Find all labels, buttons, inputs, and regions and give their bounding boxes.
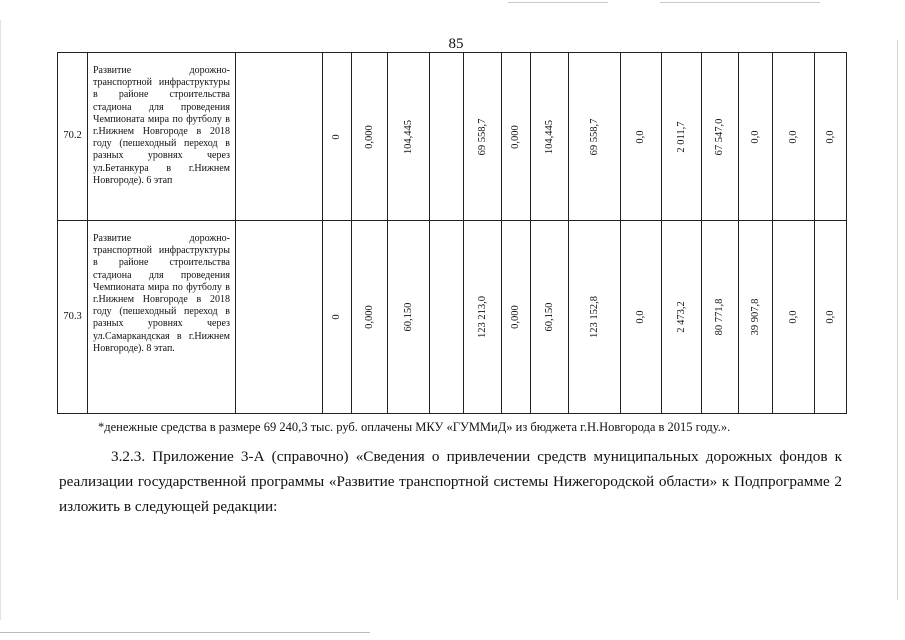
empty-cell: [236, 221, 323, 414]
value-cell: 0,000: [502, 53, 531, 221]
scan-artifact-line: [660, 2, 820, 3]
value-cell: 69 558,7: [569, 53, 621, 221]
value-cell: 0,000: [502, 221, 531, 414]
empty-cell: [236, 53, 323, 221]
table-footnote: *денежные средства в размере 69 240,3 тыс. руб. оплачены МКУ «ГУММиД» из бюджета г.Н.Новгорода в 2015 году.».: [98, 420, 731, 434]
row-description: Развитие дорожно-транспортной инфраструктуры в районе строительства стадиона для проведения Чемпионата мира по футболу в г.Нижнем Новгороде в 2018 году (пешеходный переход в разных уровнях через ул.Самаркандская в г.Нижнем Новгороде). 8 этап.: [88, 221, 236, 414]
table-row: [58, 53, 847, 221]
value-cell: 0,0: [773, 221, 815, 414]
value-cell: 104,445: [388, 53, 430, 221]
value-cell: 123 213,0: [464, 221, 502, 414]
value-cell: 0,0: [739, 53, 773, 221]
scan-edge: [897, 40, 898, 600]
value-cell: 0,0: [621, 221, 662, 414]
value-cell: 60,150: [388, 221, 430, 414]
row-description: Развитие дорожно-транспортной инфраструктуры в районе строительства стадиона для проведения Чемпионата мира по футболу в г.Нижнем Новгороде в 2018 году (пешеходный переход в разных уровнях через ул.Бетанкура в г.Нижнем Новгороде). 6 этап: [88, 53, 236, 221]
value-cell: 0: [323, 53, 352, 221]
value-cell: 0,0: [621, 53, 662, 221]
value-cell: 0: [323, 221, 352, 414]
table-row: [58, 221, 847, 414]
value-cell: 39 907,8: [739, 221, 773, 414]
value-cell: [430, 53, 464, 221]
row-number: 70.3: [58, 221, 88, 414]
value-cell: 80 771,8: [702, 221, 739, 414]
value-cell: 2 473,2: [662, 221, 702, 414]
body-paragraph: 3.2.3. Приложение 3-А (справочно) «Сведения о привлечении средств муниципальных дорожных фондов к реализации государственной программы «Развитие транспортной системы Нижегородской области» к Подпрограмме 2 изложить в следующей редакции:: [59, 448, 842, 515]
value-cell: 67 547,0: [702, 53, 739, 221]
value-cell: 0,000: [352, 53, 388, 221]
value-cell: [430, 221, 464, 414]
scan-edge: [0, 20, 1, 620]
value-cell: 69 558,7: [464, 53, 502, 221]
row-number: 70.2: [58, 53, 88, 221]
value-cell: 0,0: [773, 53, 815, 221]
value-cell: 0,0: [815, 221, 847, 414]
financing-table: [57, 52, 847, 414]
value-cell: 2 011,7: [662, 53, 702, 221]
page-number: 85: [448, 36, 464, 52]
value-cell: 0,000: [352, 221, 388, 414]
value-cell: 60,150: [531, 221, 569, 414]
scan-artifact-line: [0, 632, 370, 633]
scan-artifact-line: [508, 2, 608, 3]
value-cell: 0,0: [815, 53, 847, 221]
value-cell: 104,445: [531, 53, 569, 221]
value-cell: 123 152,8: [569, 221, 621, 414]
